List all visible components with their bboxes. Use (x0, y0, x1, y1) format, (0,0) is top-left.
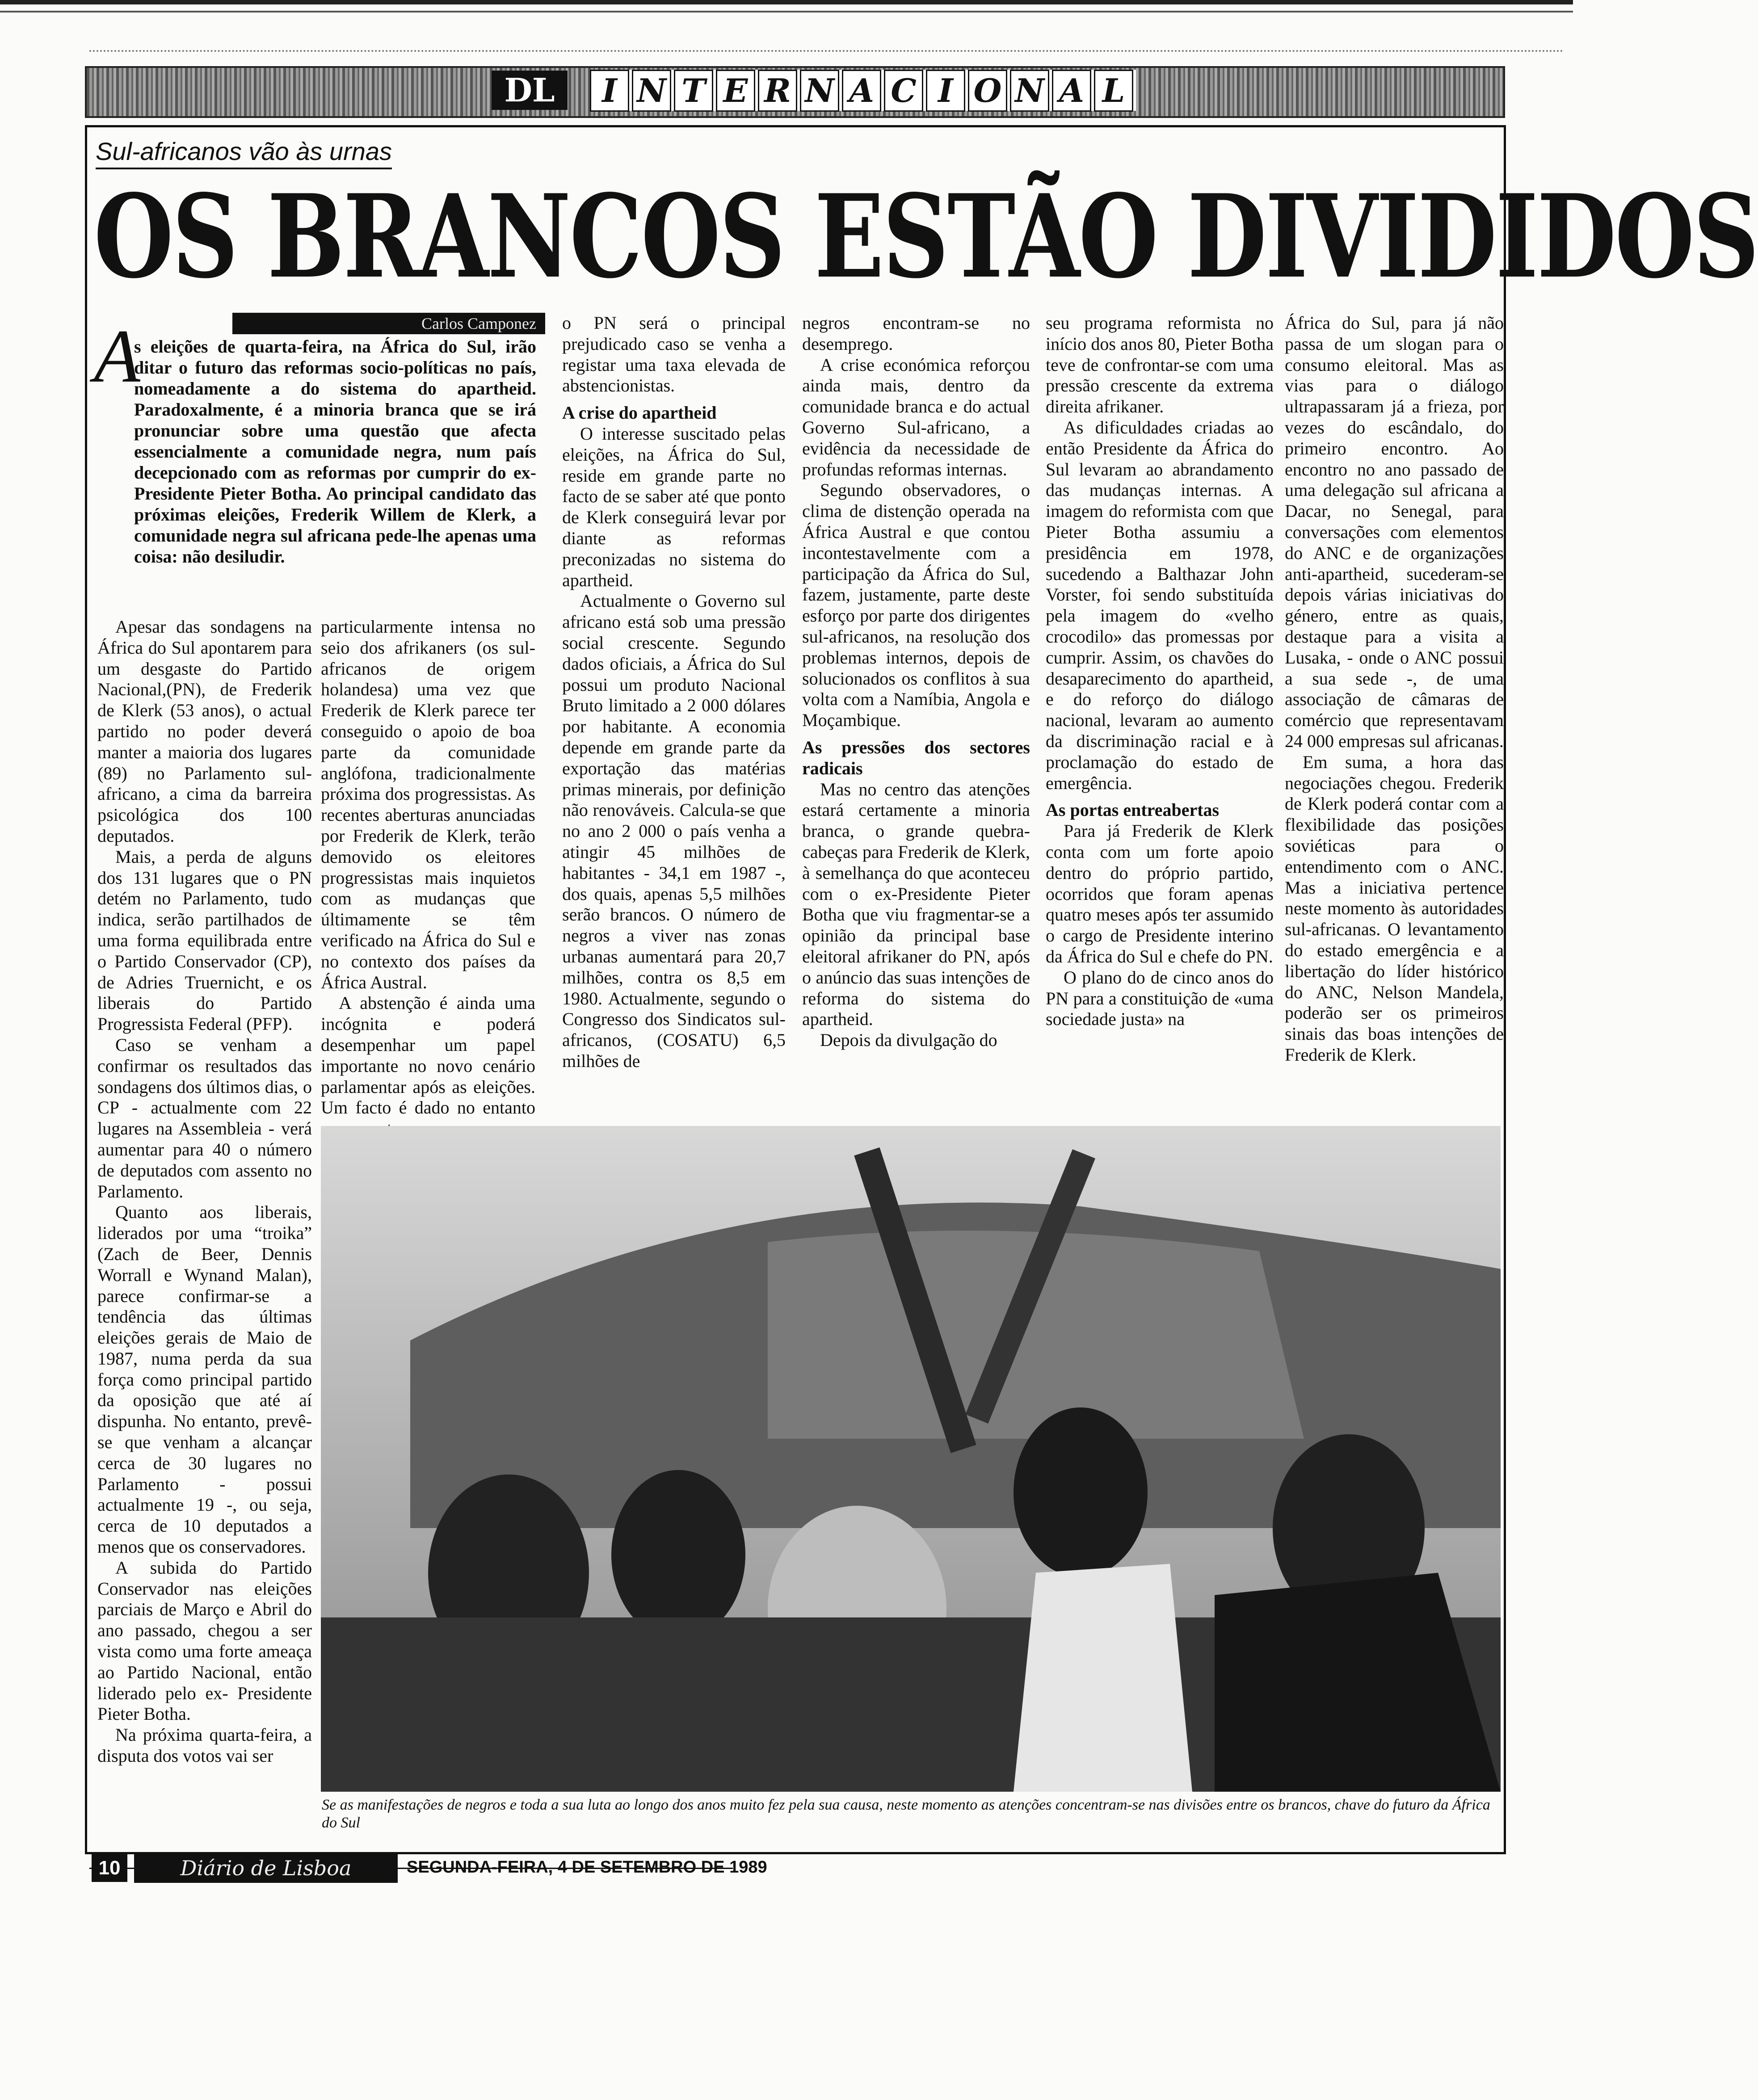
section-letter: L (1094, 70, 1133, 112)
subheading-pressoes: As pressões dos sectores radicais (802, 737, 1030, 778)
paragraph: particularmente intensa no seio dos afrikaners (os sul-africanos de origem holandesa) uma vez que Frederik de Klerk parece ter conseguido o apoio de boa parte da comunidade anglófona, tradicionalmente próxima dos progressistas. As recentes aberturas anunciadas por Frederik de Klerk, terão demovido os eleitores progressistas mais inquietos com as mudanças que últimamente se têm verificado na África do Sul e no contexto dos países da África Austral. (321, 617, 535, 992)
section-letter: I (590, 70, 629, 112)
section-letter: E (716, 70, 755, 112)
section-letter: N (1010, 70, 1049, 112)
section-letter: N (632, 70, 671, 112)
paragraph: Quanto aos liberais, liderados por uma “troika” (Zach de Beer, Dennis Worrall e Wynand Malan), parece confirmar-se a tendência das últimas eleições gerais de Maio de 1987, numa perda da sua força como principal partido da oposição que até aí dispunha. No entanto, prevê-se que venham a alcançar cerca de 30 lugares no Parlamento - possui actualmente 19 -, ou seja, cerca de 10 deputados a menos que os conservadores. (97, 1202, 312, 1557)
byline: Carlos Camponez (232, 313, 545, 334)
publication-date: SEGUNDA-FEIRA, 4 DE SETEMBRO DE 1989 (407, 1858, 767, 1877)
paragraph: O interesse suscitado pelas eleições, na África do Sul, reside em grande parte no facto de se saber até que ponto de Klerk conseguirá levar por diante as reformas preconizadas no sistema do apartheid. (562, 423, 786, 590)
paragraph: Actualmente o Governo sul africano está sob uma pressão social crescente. Segundo dados oficiais, a África do Sul possui um produto Nacional Bruto limitado a 2 000 dólares por habitante. A economia depende em grande parte da exportação das matérias primas minerais, por definição não renováveis. Calcula-se que no ano 2 000 o país venha a atingir 45 milhões de habitantes - 34,1 em 1987 -, dos quais, apenas 5,5 milhões serão brancos. O número de negros a viver nas zonas urbanas aumentará para 20,7 milhões, contra os 8,5 em 1980. Actualmente, segundo o Congresso dos Sindicatos sul-africanos, (COSATU) 6,5 milhões de (562, 591, 786, 1071)
paragraph: Mais, a perda de alguns dos 131 lugares que o PN detém no Parlamento, tudo indica, serão partilhados de uma forma equilibrada entre o Partido Conservador (CP), de Adries Truernicht, e os liberais do Partido Progressista Federal (PFP). (97, 846, 312, 1034)
paragraph: Na próxima quarta-feira, a disputa dos votos vai ser (97, 1725, 312, 1766)
page-number: 10 (92, 1854, 127, 1882)
section-letter: T (674, 70, 713, 112)
subheading-portas: As portas entreabertas (1046, 800, 1220, 820)
section-letter: A (1052, 70, 1091, 112)
dl-logo: DL (492, 71, 568, 110)
paragraph: Depois da divulgação do (820, 1030, 997, 1050)
paragraph: Para já Frederik de Klerk conta com um forte apoio dentro do próprio partido, ocorridos que foram apenas quatro meses após ter assumido o cargo de Presidente interino da África do Sul e chefe do PN. (1046, 821, 1274, 966)
article-headline: OS BRANCOS ESTÃO DIVIDIDOS (94, 170, 1758, 304)
column-4 (802, 313, 1030, 1051)
photo-caption: Se as manifestações de negros e toda a sua luta ao longo dos anos muito fez pela sua causa, neste momento as atenções concentram-se nas divisões entre os brancos, chave do futuro da África do Sul (322, 1797, 1490, 1831)
subheading-crise: A crise do apartheid (562, 403, 717, 423)
article-kicker: Sul-africanos vão às urnas (96, 137, 392, 169)
newspaper-masthead: Diário de Lisboa (134, 1853, 398, 1883)
section-letter: A (842, 70, 881, 112)
section-letter: O (968, 70, 1007, 112)
paragraph: Mas no centro das atenções estará certamente a minoria branca, o grande quebra-cabeças para Frederik de Klerk, à semelhança do que aconteceu com o ex-Presidente Pieter Botha que viu fragmentar-se a opinião da principal base eleitoral afrikaner do PN, após o anúncio das suas intenções de reforma do sistema do apartheid. (802, 779, 1030, 1029)
paragraph: Apesar das sondagens na África do Sul apontarem para um desgaste do Partido Nacional,(PN), de Frederik de Klerk (53 anos), o actual partido no poder deverá manter a maioria dos lugares (89) no Parlamento sul-africano, a cima da barreira psicológica dos 100 deputados. (97, 617, 312, 846)
paragraph: Segundo observadores, o clima de distenção operada na África Austral e que contou incontestavelmente com a participação da África do Sul, fazem, justamente, parte deste esforço por parte dos dirigentes sul-africanos, na resolução dos problemas internos, depois de solucionados os conflitos à sua volta com a Namíbia, Angola e Moçambique. (802, 480, 1030, 731)
paragraph: Em suma, a hora das negociações chegou. Frederik de Klerk poderá contar com a flexibilidade das posições soviéticas para o entendimento com o ANC. Mas a iniciativa pertence neste momento às autoridades sul-africanas. O levantamento do estado emergência e a libertação do líder histórico do ANC, Nelson Mandela, poderão ser os primeiros sinais das boas intenções de Frederik de Klerk. (1285, 752, 1504, 1065)
top-rule-thin (0, 11, 1573, 13)
column-1 (97, 617, 312, 1767)
paragraph: seu programa reformista no início dos anos 80, Pieter Botha teve de confrontar-se com uma pressão crescente da extrema direita afrikaner. (1046, 313, 1274, 417)
paragraph: As dificuldades criadas ao então Presidente da África do Sul levaram ao abrandamento das mudanças internas. A imagem do reformista com que Pieter Botha assumiu a presidência em 1978, sucedendo a Balthazar John Vorster, foi sendo substituída pela imagem do «velho crocodilo» das promessas por cumprir. Assim, os chavões do desaparecimento do apartheid, e do reforço do diálogo nacional, levaram ao aumento da discriminação racial e à proclamação do estado de emergência. (1046, 417, 1274, 793)
paragraph: A subida do Partido Conservador nas eleições parciais de Março e Abril do ano passado, chegou a ser vista como uma forte ameaça ao Partido Nacional, então liderado pelo ex- Presidente Pieter Botha. (97, 1557, 312, 1724)
top-rule (0, 0, 1573, 4)
column-3 (562, 313, 786, 1072)
paragraph: A crise económica reforçou ainda mais, dentro da comunidade branca e do actual Governo Sul-africano, a evidência da necessidade de profundas reformas internas. (802, 354, 1030, 479)
column-6 (1285, 313, 1504, 1066)
column-5 (1046, 313, 1274, 1030)
paragraph: Caso se venham a confirmar os resultados das sondagens dos últimos dias, o CP - actualmente com 22 lugares na Assembleia - verá aumentar para 40 o número de deputados com assento no Parlamento. (97, 1034, 312, 1201)
paragraph: O plano do de cinco anos do PN para a constituição de «uma sociedade justa» na (1046, 967, 1274, 1029)
paragraph: o PN será o principal prejudicado caso se venha a registar uma taxa elevada de abstencionistas. (562, 313, 786, 396)
paragraph: África do Sul, para já não passa de um slogan para o consumo eleitoral. Mas as vias para o diálogo ultrapassaram já a frieza, por vezes do escândalo, do primeiro encontro. Ao encontro no ano passado de uma delegação sul africana a Dacar, no Senegal, para conversações com elementos do ANC e de organizações anti-apartheid, sucederam-se depois várias iniciativas do género, entre as quais, destaque para a visita a Lusaka, - onde o ANC possui a sua sede -, de uma associação de câmaras de comércio que representavam 24 000 empresas sul africanas. (1285, 313, 1504, 751)
section-title (590, 70, 1136, 111)
column-2 (321, 617, 535, 1139)
section-letter: R (758, 70, 797, 112)
section-letter: N (800, 70, 839, 112)
dotted-rule (89, 50, 1564, 52)
paragraph: A abstenção é ainda uma incógnita e poderá desempenhar um papel importante no novo cenário parlamentar após as eleições. Um facto é dado no entanto (321, 993, 535, 1118)
paragraph: negros encontram-se no desemprego. (802, 313, 1030, 354)
protest-photo (321, 1126, 1501, 1792)
section-letter: I (926, 70, 965, 112)
lede-dropcap: A (94, 314, 140, 398)
article-lede: s eleições de quarta-feira, na África do Sul, irão ditar o futuro das reformas socio-políticas no país, nomeadamente a do sistema do apartheid. Paradoxalmente, é a minoria branca que se irá pronunciar sobre uma questão que afecta essencialmente a comunidade negra, num país decepcionado com as reformas por cumprir do ex-Presidente Pieter Botha. Ao principal candidato das próximas eleições, Frederik Willem de Klerk, a comunidade negra sul africana pede-lhe apenas uma coisa: não desiludir. (134, 336, 536, 567)
section-letter: C (884, 70, 923, 112)
